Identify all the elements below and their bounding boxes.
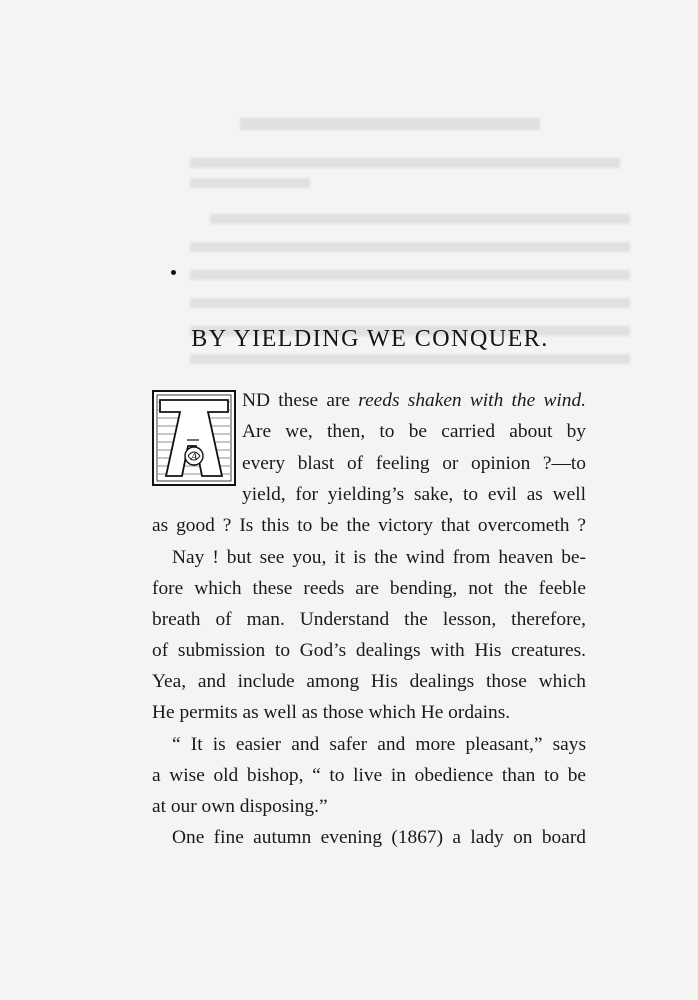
text-line-1 (242, 389, 586, 413)
text-line-7: fore which these reeds are bending, not the feeble (152, 578, 586, 599)
ornamental-initial (152, 390, 236, 486)
text-line-5: as good ? Is this to be the victory that overcometh ? (152, 515, 586, 536)
text-line-2: Are we, then, to be carried about by (242, 421, 586, 442)
text-line-3: every blast of feeling or opinion ?—to (242, 453, 586, 474)
chapter-heading: BY YIELDING WE CONQUER. (191, 326, 549, 352)
text-line-4: yield, for yielding’s sake, to evil as well (242, 484, 586, 505)
line-1-italic: reeds shaken with the wind. (358, 390, 586, 411)
ink-speck (171, 270, 176, 275)
initial-letter: A (190, 451, 198, 463)
line-1-roman: ND these are (242, 390, 359, 411)
text-line-9: of submission to God’s dealings with His creatures. (152, 640, 586, 661)
text-line-12: “ It is easier and safer and more pleasant,” says (172, 734, 586, 755)
text-line-15: One fine autumn evening (1867) a lady on board (172, 827, 586, 848)
text-line-14: at our own disposing.” (152, 796, 328, 817)
text-line-8: breath of man. Understand the lesson, therefore, (152, 609, 586, 630)
text-line-10: Yea, and include among His dealings those which (152, 671, 586, 692)
text-line-13: a wise old bishop, “ to live in obedience than to be (152, 765, 586, 786)
ornamental-initial-a-icon (152, 390, 236, 486)
text-line-6: Nay ! but see you, it is the wind from heaven be- (172, 547, 586, 568)
text-line-11: He permits as well as those which He ordains. (152, 702, 511, 723)
